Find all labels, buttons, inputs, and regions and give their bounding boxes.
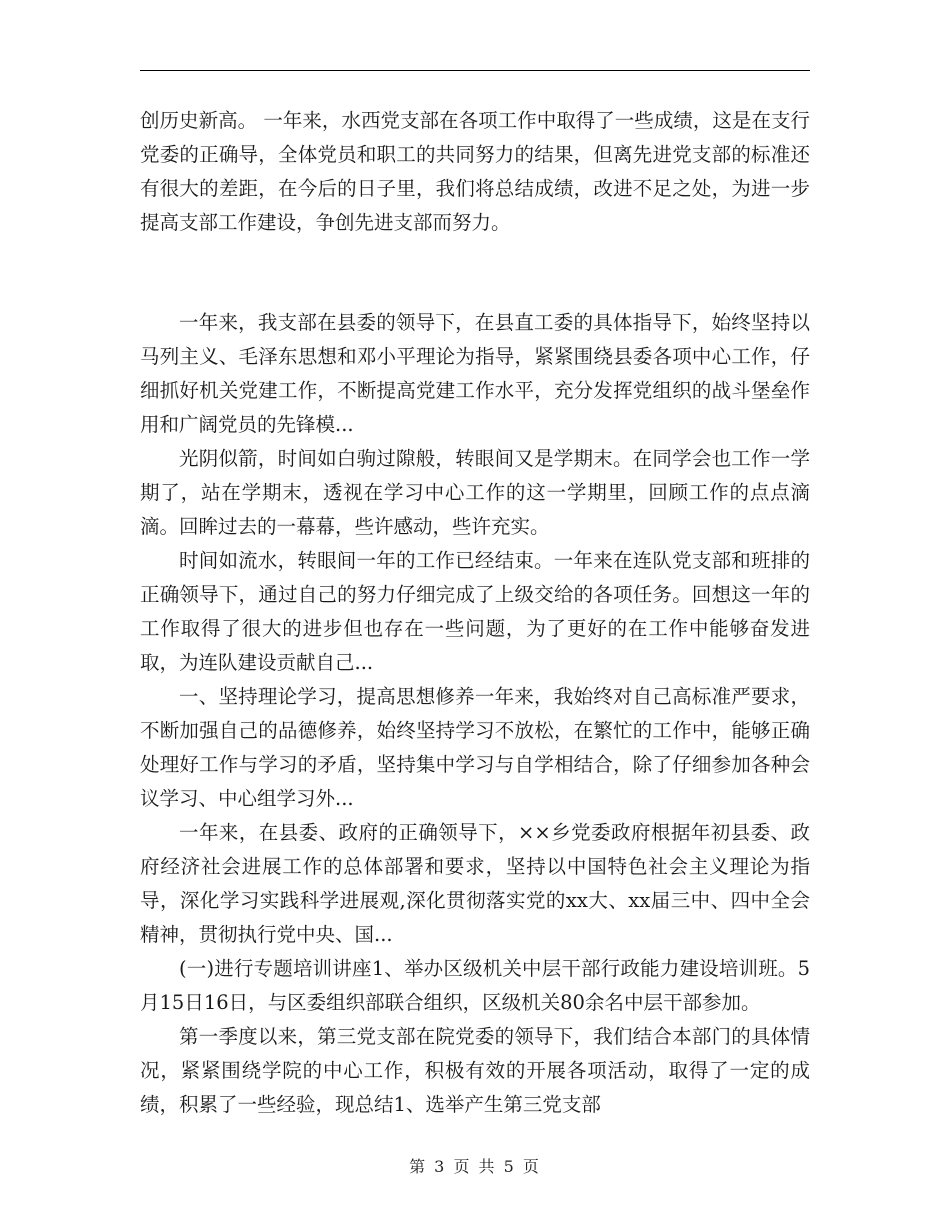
paragraph: 光阴似箭，时间如白驹过隙般，转眼间又是学期末。在同学会也工作一学期了，站在学期末，透视在学习中心工作的这一学期里，回顾工作的点点滴滴。回眸过去的一幕幕，些许感动，些许充实。 [140, 447, 810, 538]
paragraph: (一)进行专题培训讲座1、举办区级机关中层干部行政能力建设培训班。5月15日16日，与区委组织部联合组织，区级机关80余名中层干部参加。 [140, 957, 810, 1014]
document-body [140, 104, 810, 1122]
paragraph: 第一季度以来，第三党支部在院党委的领导下，我们结合本部门的具体情况，紧紧围绕学院的中心工作，积极有效的开展各项活动，取得了一定的成绩，积累了一些经验，现总结1、选举产生第三党支部 [140, 1025, 810, 1116]
header-rule [140, 70, 810, 71]
paragraph: 一、坚持理论学习，提高思想修养一年来，我始终对自己高标准严要求，不断加强自己的品德修养，始终坚持学习不放松，在繁忙的工作中，能够正确处理好工作与学习的矛盾，坚持集中学习与自学相结合，除了仔细参加各种会议学习、中心组学习外... [140, 685, 810, 810]
paragraph: 时间如流水，转眼间一年的工作已经结束。一年来在连队党支部和班排的正确领导下，通过自己的努力仔细完成了上级交给的各项任务。回想这一年的工作取得了很大的进步但也存在一些问题，为了更好的在工作中能够奋发进取，为连队建设贡献自己... [140, 549, 810, 674]
paragraph: 一年来，在县委、政府的正确领导下，××乡党委政府根据年初县委、政府经济社会进展工作的总体部署和要求，坚持以中国特色社会主义理论为指导，深化学习实践科学进展观,深化贯彻落实党的xx大、xx届三中、四中全会精神，贯彻执行党中央、国... [140, 821, 810, 946]
paragraph: 一年来，我支部在县委的领导下，在县直工委的具体指导下，始终坚持以马列主义、毛泽东思想和邓小平理论为指导，紧紧围绕县委各项中心工作，仔细抓好机关党建工作，不断提高党建工作水平，充分发挥党组织的战斗堡垒作用和广阔党员的先锋模... [140, 311, 810, 436]
paragraph-continued: 创历史新高。 一年来，水西党支部在各项工作中取得了一些成绩，这是在支行党委的正确导，全体党员和职工的共同努力的结果，但离先进党支部的标准还有很大的差距，在今后的日子里，我们将总结成绩，改进不足之处，为进一步提高支部工作建设，争创先进支部而努力。 [140, 109, 810, 234]
page-number: 第 3 页 共 5 页 [409, 1157, 541, 1176]
